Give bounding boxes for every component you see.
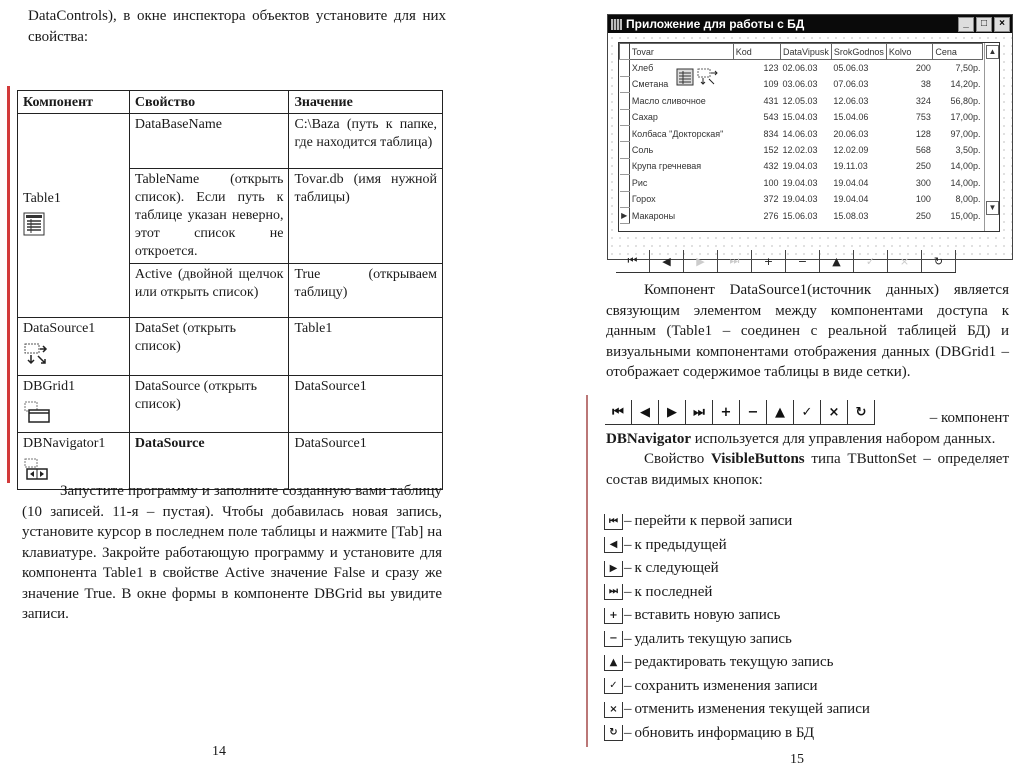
component-name: DBGrid1 [23,379,76,394]
navigator-term: DBNavigator [606,430,691,447]
visiblebuttons-rest: типа TButtonSet – определяет состав видимых кнопок: [606,451,1009,488]
grid-header-row [620,44,983,60]
indicator-header [620,44,630,60]
nav-refresh-button[interactable]: ↻ [922,250,956,272]
grid-row[interactable]: Рис 100 19.04.03 19.04.04 300 14,00р. [620,175,983,191]
grid-vertical-scrollbar[interactable] [984,43,999,231]
visiblebuttons-term: VisibleButtons [710,451,805,467]
datasource-component-icon [23,342,124,372]
component-cell [18,376,130,433]
insert-icon: + [713,400,740,424]
minimize-button[interactable]: _ [958,17,974,32]
navigator-description [606,408,1009,490]
grid-row-current[interactable]: ▶ Макароны 276 15.06.03 15.08.03 250 15,00р. [620,207,983,223]
button-list [604,510,870,745]
grid-row[interactable]: Соль 152 12.02.03 12.02.09 568 3,50р. [620,142,983,158]
property-cell: DataBaseName [129,114,289,169]
property-cell: DataSet (открыть список) [129,318,289,376]
current-row-indicator: ▶ [620,207,630,223]
header-component: Компонент [18,91,130,114]
form-body [608,34,1012,268]
datasource-component-icon[interactable] [697,68,719,88]
window-title: Приложение для работы с БД [626,17,805,31]
col-srokgodnos[interactable]: SrokGodnos [831,44,886,60]
nonvisual-components [676,68,719,88]
prior-icon: ◀ [632,400,659,424]
delete-icon: − [740,400,767,424]
component-cell [18,114,130,318]
page-number: 14 [212,744,226,759]
refresh-icon: ↻ [604,725,623,741]
list-item: ✓ – сохранить изменения записи [604,675,870,699]
grid-row[interactable]: Крупа гречневая 432 19.04.03 19.11.03 250 14,00р. [620,158,983,174]
window-titlebar [608,15,1012,33]
grid-row[interactable]: Сахар 543 15.04.03 15.04.06 753 17,00р. [620,109,983,125]
table-component-icon[interactable] [676,68,694,88]
dbgrid-component-icon [23,400,124,430]
nav-last-button[interactable]: ⏭ [718,250,752,272]
app-window-screenshot [607,14,1013,268]
nav-delete-button[interactable]: − [786,250,820,272]
nav-first-button[interactable]: ⏮ [616,250,650,272]
insert-record-icon: + [604,608,623,624]
prior-record-icon: ◀ [604,537,623,553]
grid-row[interactable]: Сметана 109 03.06.03 07.06.03 38 14,20р. [620,76,983,92]
col-tovar[interactable]: Tovar [629,44,733,60]
instructions-paragraph: Запустите программу и заполните созданную вами таблицу (10 записей. 11-я – пустая). Чтобы добавилась новая запись, установите курсор в последнем поле таблицы и нажмите [Tab] на клавиатуре. Закройте работающую программу и установите для компонента Table1 в свойстве Active значение False и сразу же значение True. В окне формы в компоненте DBGrid вы увидите записи. [22,483,442,622]
property-cell: TableName (открыть список). Если путь к таблице указан неверно, этот список не откроется. [129,169,289,264]
table-component-icon [23,212,124,242]
app-icon [611,19,622,30]
refresh-icon: ↻ [848,400,875,424]
property-cell: DataSource [129,433,289,490]
margin-line [586,395,588,747]
properties-table [17,90,443,490]
navigator-lead: – компонент [929,410,1009,426]
list-item: ◀ – к предыдущей [604,534,870,558]
navigator-rest: используется для управления набором данных. [694,430,996,447]
datasource-paragraph: Компонент DataSource1(источник данных) является связующим элементом между компонентами доступа к данным (Table1 – соединен с реальной таблицей БД) и визуальными компонентами отображения данных (DBGrid1 – отображает содержимое таблицы в виде сетки). [606,282,1009,380]
nav-next-button[interactable]: ▶ [684,250,718,272]
nav-cancel-button[interactable]: × [888,250,922,272]
cancel-record-icon: × [604,702,623,718]
list-item: − – удалить текущую запись [604,628,870,652]
value-cell: DataSource1 [289,433,443,490]
list-item: ↻ – обновить информацию в БД [604,722,870,746]
dbgrid[interactable] [618,42,1000,232]
last-record-icon: ⏭ [604,584,623,600]
list-item: × – отменить изменения текущей записи [604,698,870,722]
table-row [18,376,443,433]
maximize-button[interactable]: □ [976,17,992,32]
grid-row[interactable]: Масло сливочное 431 12.05.03 12.06.03 324 56,80р. [620,93,983,109]
property-cell: Active (двойной щелчок или открыть список) [129,264,289,318]
value-cell: DataSource1 [289,376,443,433]
nav-post-button[interactable]: ✓ [854,250,888,272]
table-row [18,318,443,376]
scroll-up-arrow-icon[interactable]: ▲ [986,45,999,59]
post-icon: ✓ [794,400,821,424]
edit-icon: ▲ [767,400,794,424]
component-cell [18,318,130,376]
close-button[interactable]: × [994,17,1010,32]
intro-text: DataControls), в окне инспектора объектов установите для них свойства: [28,8,446,45]
cancel-icon: × [821,400,848,424]
grid-row[interactable]: Горох 372 19.04.03 19.04.04 100 8,00р. [620,191,983,207]
col-cena[interactable]: Cena [933,44,983,60]
scroll-down-arrow-icon[interactable]: ▼ [986,201,999,215]
nav-edit-button[interactable]: ▲ [820,250,854,272]
property-cell: DataSource (открыть список) [129,376,289,433]
grid-row[interactable]: Хлеб 123 02.06.03 05.06.03 200 7,50р. [620,60,983,76]
col-kolvo[interactable]: Kolvo [886,44,932,60]
value-cell: True (открываем таблицу) [289,264,443,318]
dbnavigator [616,250,956,273]
list-item: + – вставить новую запись [604,604,870,628]
delete-record-icon: − [604,631,623,647]
first-icon: ⏮ [605,400,632,424]
value-cell: C:\Baza (путь к папке, где находится таблица) [289,114,443,169]
col-datavipusk[interactable]: DataVipusk [780,44,831,60]
list-item: ▶ – к следующей [604,557,870,581]
margin-line [7,86,10,483]
list-item: ⏮ – перейти к первой записи [604,510,870,534]
component-name: Table1 [23,190,61,206]
list-item: ▲ – редактировать текущую запись [604,651,870,675]
table-header-row [18,91,443,114]
nav-prior-button[interactable]: ◀ [650,250,684,272]
first-record-icon: ⏮ [604,514,623,530]
visiblebuttons-lead: Свойство [644,451,705,467]
page-number: 15 [790,752,804,767]
col-kod[interactable]: Kod [733,44,780,60]
value-cell: Table1 [289,318,443,376]
grid-table [619,43,983,224]
next-icon: ▶ [659,400,686,424]
value-cell: Tovar.db (имя нужной таблицы) [289,169,443,264]
nav-insert-button[interactable]: + [752,250,786,272]
next-record-icon: ▶ [604,561,623,577]
table-row [18,114,443,169]
last-icon: ⏭ [686,400,713,424]
list-item: ⏭ – к последней [604,581,870,605]
header-property: Свойство [129,91,289,114]
edit-record-icon: ▲ [604,655,623,671]
component-name: DataSource1 [23,321,96,336]
component-name: DBNavigator1 [23,436,106,451]
post-record-icon: ✓ [604,678,623,694]
header-value: Значение [289,91,443,114]
grid-row[interactable]: Колбаса "Докторская" 834 14.06.03 20.06.03 128 97,00р. [620,125,983,141]
